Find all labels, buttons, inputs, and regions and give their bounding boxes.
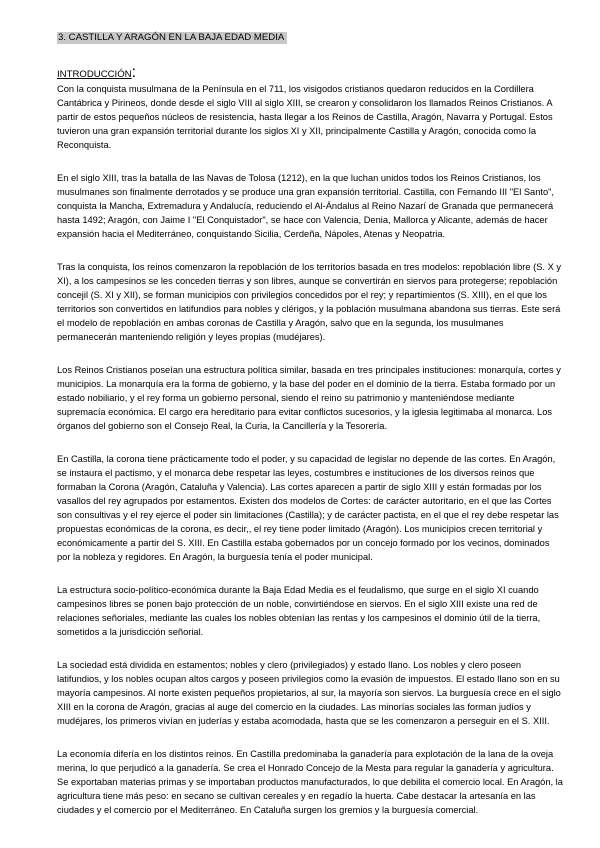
paragraph-6: La estructura socio-político-económica durante la Baja Edad Media es el feudalismo, que surge en el siglo XI cuando campesinos libres se ponen bajo protección de un noble, convirtiéndose en siervos. En el siglo XIII existe una red de relaciones señoriales, mediante las cuales los nobles obtenían las rentas y los campesinos el dominio útil de la tierra, sometidos a la jurisdicción señorial. [57, 585, 541, 637]
paragraph-5: En Castilla, la corona tiene prácticamente todo el poder, y su capacidad de legislar no depende de las cortes. En Aragón, se instaura el pactismo, y el monarca debe respetar las leyes, costumbres e instituciones de los diversos reinos que formaban la Corona (Aragón, Cataluña y Valencia). Las cortes aparecen a partir de siglo XIII y están formadas por los vasallos del rey agrupados por estamentos. Existen dos modelos de Cortes: de carácter autoritario, en el que las Cortes son consultivas y el rey ejerce el poder sin limitaciones (Castilla); y de carácter pactista, en el que el rey debe respetar las propuestas económicas de la corona, es decir,, el rey tiene poder limitado (Aragón). Los municipios crecen territorial y económicamente a partir del S. XIII. En Castilla estaba gobernados por un concejo formado por los vecinos, dominados por la nobleza y regidores. En Aragón, la burguesía tenía el poder municipal. [57, 454, 559, 562]
paragraph-8: La economía difería en los distintos reinos. En Castilla predominaba la ganadería para explotación de la lana de la oveja merina, lo que perjudicó a la ganadería. Se crea el Honrado Concejo de la Mesta para regular la ganadería y agricultura. Se exportaban materias primas y se importaban productos manufacturados, lo que debilita el comercio local. En Aragón, la agricultura tiene más peso: en secano se cultivan cereales y en regadío la huerta. Cabe destacar la artesanía en las ciudades y el comercio por el Mediterráneo. En Cataluña surgen los gremios y la burguesía comercial. [57, 749, 563, 815]
paragraph-4: Los Reinos Cristianos poseían una estructura política similar, basada en tres principales instituciones: monarquía, cortes y municipios. La monarquía era la forma de gobierno, y la base del poder en el dominio de la tierra. Estaba formado por un estado nobiliario, y el rey forma un gobierno personal, siendo el reino su patrimonio y manteniéndose mediante supremacía económica. El cargo era hereditario para evitar conflictos sucesorios, y la iglesia legitimaba al monarca. Los órganos del gobierno son el Consejo Real, la Curia, la Cancillería y la Tesorería. [57, 365, 561, 431]
paragraph-2: En el siglo XIII, tras la batalla de las Navas de Tolosa (1212), en la que luchan unidos todos los Reinos Cristianos, los musulmanes son finalmente derrotados y se produce una gran expansión territorial. Castilla, con Fernando III "El Santo", conquista la Mancha, Extremadura y Andalucía, reduciendo el Al-Ándalus al Reino Nazarí de Granada que permanecerá hasta 1492; Aragón, con Jaime I "El Conquistador", se hace con Valencia, Denia, Mallorca y Alicante, además de hacer expansión hacia el Mediterráneo, conquistando Sicilia, Cerdeña, Nápoles, Atenas y Neopatria. [57, 173, 555, 239]
paragraph-1: Con la conquista musulmana de la Península en el 711, los visigodos cristianos quedaron reducidos en la Cordillera Cantábrica y Pirineos, donde desde el siglo VIII al siglo XIII, se crearon y consolidaron los llamados Reinos Cristianos. A partir de estos pequeños núcleos de resistencia, hasta llegar a los Reinos de Castilla, Aragón, Navarra y Portugal. Estos tuvieron una gran expansión territorial durante los siglos XI y XII, principalmente Castilla y Aragón, conocida como la Reconquista. [57, 84, 553, 150]
intro-heading: INTRODUCCIÓN [57, 69, 132, 80]
intro-colon: : [131, 64, 137, 81]
intro-block [57, 64, 564, 82]
paragraph-7: La sociedad está dividida en estamentos; nobles y clero (privilegiados) y estado llano. Los nobles y clero poseen latifundios, y los nobles ocupan altos cargos y poseen privilegios como la evasión de impuestos. El estado llano son en su mayoría campesinos. Al norte existen pequeños propietarios, al sur, la mayoría son siervos. La burguesía crece en el siglo XIII en la corona de Aragón, gracias al auge del comercio en la ciudades. Las minorías sociales las forman judíos y mudéjares, los primeros vivían en juderías y estaba acomodada, hasta que se les comenzaron a perseguir en el S. XIII. [57, 660, 561, 726]
document-title: 3. CASTILLA Y ARAGÓN EN LA BAJA EDAD MEDIA [57, 32, 287, 44]
paragraph-3: Tras la conquista, los reinos comenzaron la repoblación de los territorios basada en tres modelos: repoblación libre (S. X y XI), a los campesinos se les conceden tierras y son libres, aunque se convertirán en siervos para protegerse; repoblación concejil (S. XI y XII), se forman municipios con privilegios concedidos por el rey; y repartimientos (S. XIII), en el que los territorios son convertidos en latifundios para nobles y clérigos, y la población musulmana abandona sus tierras. Este será el modelo de repoblación en ambas coronas de Castilla y Aragón, salvo que en la segunda, los musulmanes permanecerán manteniendo religión y leyes propias (mudéjares). [57, 262, 562, 342]
